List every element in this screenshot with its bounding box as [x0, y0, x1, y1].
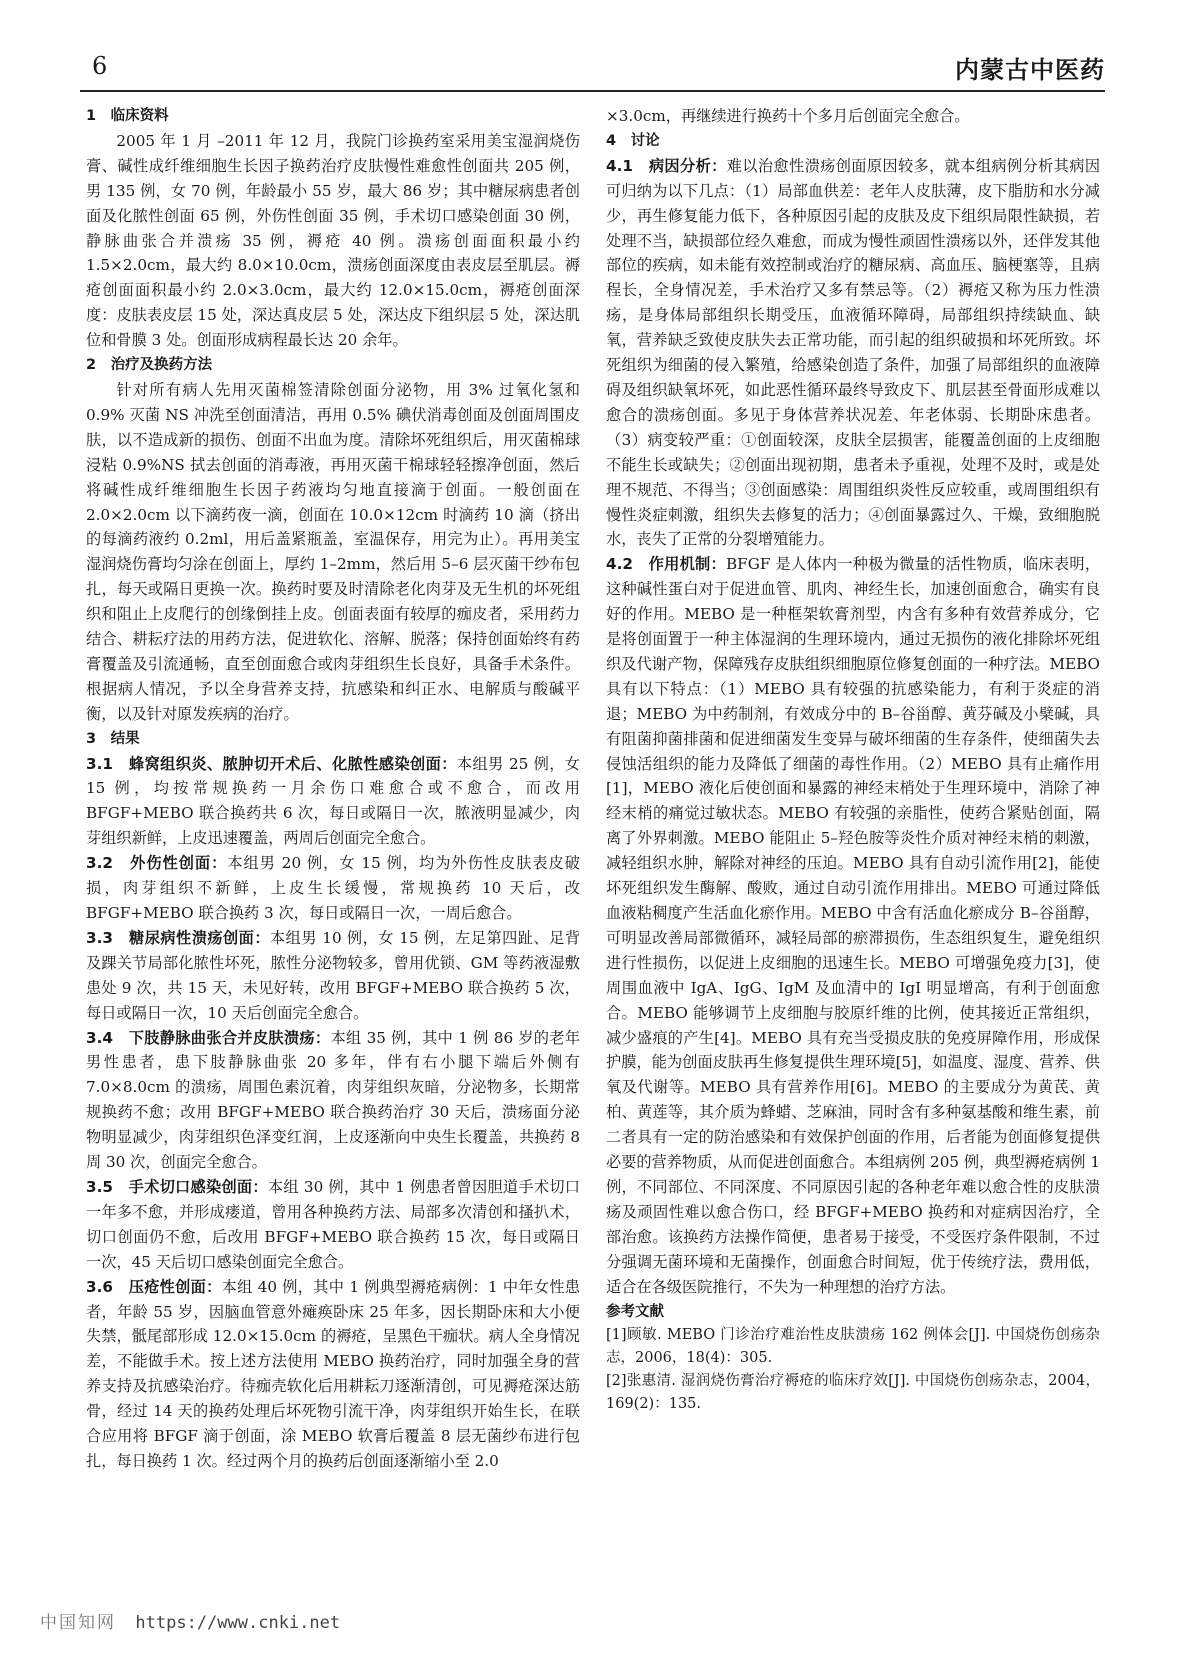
reference-2: [2]张惠清. 湿润烧伤膏治疗褥疮的临床疗效[J]. 中国烧伤创疡杂志，2004，169(2)：135.	[606, 1373, 1100, 1413]
result-3-4-label: 3.4 下肢静脉曲张合并皮肤溃疡：	[86, 1028, 331, 1047]
journal-name: 内蒙古中医药	[955, 55, 1105, 84]
result-3-5-label: 3.5 手术切口感染创面：	[86, 1177, 268, 1196]
discussion-4-1-text: 难以治愈性溃疡创面原因较多，就本组病例分析其病因可归纳为以下几点：（1）局部血供差：老年人皮肤薄，皮下脂肪和水分减少，再生修复能力低下，各种原因引起的皮肤及皮下组织局限性缺损，若处理不当，缺损部位经久难愈，而成为慢性顽固性溃疡以外，还伴发其他部位的疾病，如未能有效控制或治疗的糖尿病、高血压、脑梗塞等，且病程长，全身情况差，手术治疗又多有禁忌等。（2）褥疮又称为压力性溃疡，是身体局部组织长期受压，血液循环障碍，局部组织持续缺血、缺氧，营养缺乏致使皮肤失去正常功能，而引起的组织破损和坏死所致。坏死组织为细菌的侵入繁殖，给感染创造了条件，加强了局部组织的血液障碍及组织缺氧坏死，如此恶性循环最终导致皮下、肌层甚至骨面形成难以愈合的溃疡创面。多见于身体营养状况差、年老体弱、长期卧床患者。（3）病变较严重：①创面较深，皮肤全层损害，能覆盖创面的上皮细胞不能生长或缺失；②创面出现初期，患者未予重视，处理不及时，或是处理不规范、不得当；③创面感染：周围组织炎性反应较重，或周围组织有慢性炎症刺激，组织失去修复的活力；④创面暴露过久、干燥，致细胞脱水，丧失了正常的分裂增殖能力。	[606, 156, 1101, 549]
result-3-2-text: 本组男 20 例，女 15 例，均为外伤性皮肤表皮破损，肉芽组织不新鲜，上皮生长缓慢，常规换药 10 天后，改 BFGF+MEBO 联合换药 3 次，每日或隔日一次，一周后愈合。	[86, 854, 580, 922]
reference-1: [1]顾敏. MEBO 门诊治疗难治性皮肤溃疡 162 例体会[J]. 中国烧伤创疡杂志，2006，18(4)：305.	[606, 1327, 1100, 1367]
result-3-1-label: 3.1 蜂窝组织炎、脓肿切开术后、化脓性感染创面：	[86, 754, 457, 773]
page-number: 6	[92, 52, 108, 80]
result-3-6-label: 3.6 压疮性创面：	[86, 1277, 222, 1296]
result-3-2-label: 3.2 外伤性创面：	[86, 854, 228, 873]
section-1-paragraph: 2005 年 1 月 –2011 年 12 月，我院门诊换药室采用美宝湿润烧伤膏、碱性成纤维细胞生长因子换药治疗皮肤慢性难愈性创面共 205 例，男 135 例，女 70 例，年龄最小 55 岁，最大 86 岁；其中糖尿病患者创面及化脓性创面 65 例，外伤性创面 35 例，手术切口感染创面 30 例，静脉曲张合并溃疡 35 例，褥疮 40 例。溃疡创面面积最小约 1.5×2.0cm，最大约 8.0×10.0cm，溃疡创面深度由表皮层至肌层。褥疮创面面积最小约 2.0×3.0cm，最大约 12.0×15.0cm，褥疮创面深度：皮肤表皮层 15 处，深达真皮层 5 处，深达皮下组织层 5 处，深达肌位和骨膜 3 处。创面形成病程最长达 20 余年。	[86, 131, 580, 350]
discussion-4-1	[606, 154, 1100, 553]
result-3-3-text: 本组男 10 例，女 15 例，左足第四趾、足背及踝关节局部化脓性坏死，脓性分泌物较多，曾用优锁、GM 等药液湿敷患处 9 次，共 15 天，未见好转，改用 BFGF+MEBO 联合换药 5 次，每日或隔日一次，10 天后创面完全愈合。	[86, 928, 581, 1022]
header-rule	[80, 90, 1105, 92]
result-3-5	[86, 1175, 580, 1275]
section-4-title: 4 讨论	[606, 132, 660, 149]
result-3-2	[86, 851, 580, 926]
result-3-5-text: 本组 30 例，其中 1 例患者曾因胆道手术切口一年多不愈，并形成瘘道，曾用各种换药方法、局部多次清创和搔扒术，切口创面仍不愈，后改用 BFGF+MEBO 联合换药 15 次，每日或隔日一次，45 天后切口感染创面完全愈合。	[86, 1177, 580, 1271]
discussion-4-2-text: BFGF 是人体内一种极为微量的活性物质，临床表明，这种碱性蛋白对于促进血管、肌肉、神经生长，加速创面愈合，确实有良好的作用。MEBO 是一种框架软膏剂型，内含有多种有效营养成分，它是将创面置于一种主体湿润的生理环境内，通过无损伤的液化排除坏死组织及代谢产物，保障残存皮肤组织细胞原位修复创面的一种疗法。MEBO 具有以下特点：（1）MEBO 具有较强的抗感染能力，有利于炎症的消退；MEBO 为中药制剂，有效成分中的 B–谷甾醇、黄芬碱及小檗碱，具有阻菌抑菌排菌和促进细菌发生变异与破坏细菌的生存条件，使细菌失去侵蚀活组织的能力及降低了细菌的毒性作用。（2）MEBO 具有止痛作用[1]，MEBO 液化后使创面和暴露的神经末梢处于生理环境中，消除了神经末梢的痛觉过敏状态。MEBO 有较强的亲脂性，使药合紧贴创面，隔离了外界刺激。MEBO 能阻止 5–羟色胺等炎性介质对神经末梢的刺激，减轻组织水肿，解除对神经的压迫。MEBO 具有自动引流作用[2]，能使坏死组织发生酶解、酸败，通过自动引流作用排出。MEBO 可通过降低血液粘稠度产生活血化瘀作用。MEBO 中含有活血化瘀成分 B–谷甾醇，可明显改善局部微循环，减轻局部的瘀滞损伤，生态组织复生，避免组织进行性损伤，以促进上皮细胞的迅速生长。MEBO 可增强免疫力[3]，使周围血液中 IgA、IgG、IgM 及血清中的 IgI 明显增高，有利于创面愈合。MEBO 能够调节上皮细胞与胶原纤维的比例，使其接近正常组织，减少盛痕的产生[4]。MEBO 具有充当受损皮肤的免疫屏障作用，形成保护膜，能为创面皮肤再生修复提供生理环境[5]，如温度、湿度、营养、供氧及代谢等。MEBO 具有营养作用[6]。MEBO 的主要成分为黄芪、黄柏、黄莲等，其介质为蜂蜡、芝麻油，同时含有多种氨基酸和维生素，前二者具有一定的防治感染和有效保护创面的作用，后者能为创面修复提供必要的营养物质，从而促进创面愈合。本组病例 205 例，典型褥疮病例 1 例，不同部位、不同深度、不同原因引起的各种老年难以愈合性的皮肤溃疡及顽固性难以愈合伤口，经 BFGF+MEBO 换药和对症病因治疗，全部治愈。该换药方法操作简便，患者易于接受，不受医疗条件限制，不过分强调无菌环境和无菌操作，创面愈合时间短，优于传统疗法，费用低，适合在各级医院推行，不失为一种理想的治疗方法。	[606, 555, 1101, 1296]
right-column	[606, 104, 1100, 1416]
result-3-1	[86, 752, 580, 852]
result-3-4-text: 本组 35 例，其中 1 例 86 岁的老年男性患者，患下肢静脉曲张 20 多年，伴有右小腿下端后外侧有 7.0×8.0cm 的溃疡，周围色素沉着，肉芽组织灰暗，分泌物多，长期常规换药不愈；改用 BFGF+MEBO 联合换药治疗 30 天后，溃疡面分泌物明显减少，肉芽组织色泽变红润，上皮逐渐向中央生长覆盖，共换药 8 周 30 次，创面完全愈合。	[86, 1028, 581, 1172]
section-2-paragraph: 针对所有病人先用灭菌棉签清除创面分泌物，用 3% 过氧化氢和 0.9% 灭菌 NS 冲洗至创面清洁，再用 0.5% 碘伏消毒创面及创面周围皮肤，以不造成新的损伤、创面不出血为度。清除坏死组织后，用灭菌棉球浸粘 0.9%NS 拭去创面的消毒液，再用灭菌干棉球轻轻擦净创面，然后将碱性成纤维细胞生长因子药液均匀地直接滴于创面。一般创面在 2.0×2.0cm 以下滴药夜一滴，创面在 10.0×12cm 时滴药 10 滴（挤出的每滴药液约 0.2ml，用后盖紧瓶盖，室温保存，用完为止）。再用美宝湿润烧伤膏均匀涂在创面上，厚约 1–2mm，然后用 5–6 层灭菌干纱布包扎，每天或隔日更换一次。换药时要及时清除老化肉芽及无生机的坏死组织和阻止上皮爬行的创缘倒挂上皮。创面表面有较厚的痂皮者，采用药力结合、耕耘疗法的用药方法，促进软化、溶解、脱落；保持创面始终有药膏覆盖及引流通畅，直至创面愈合或肉芽组织生长良好，具备手术条件。根据病人情况，予以全身营养支持，抗感染和纠正水、电解质与酸碱平衡，以及针对原发疾病的治疗。	[86, 380, 580, 723]
continued-text: ×3.0cm，再继续进行换药十个多月后创面完全愈合。	[606, 107, 970, 125]
section-1-title: 1 临床资料	[86, 108, 169, 124]
discussion-4-1-label: 4.1 病因分析：	[606, 156, 727, 175]
result-3-4	[86, 1026, 580, 1175]
result-3-6-text: 本组 40 例，其中 1 例典型褥疮病例：1 中年女性患者，年龄 55 岁，因脑血管意外瘫痪卧床 25 年多，因长期卧床和大小便失禁，骶尾部形成 12.0×15.0cm 的褥疮，呈黑色干痂状。病人全身情况差，不能做手术。按上述方法使用 MEBO 换药治疗，同时加强全身的营养支持及抗感染治疗。待痂壳软化后用耕耘刀逐渐清创，可见褥疮深达筋骨，经过 14 天的换药处理后坏死物引流干净，肉芽组织开始生长，在联合应用将 BFGF 滴于创面，涂 MEBO 软膏后覆盖 8 层无菌纱布进行包扎，每日换药 1 次。经过两个月的换药后创面逐渐缩小至 2.0	[86, 1277, 580, 1470]
section-3-title: 3 结果	[86, 730, 140, 747]
result-3-6	[86, 1275, 580, 1474]
cnki-url: https://www.cnki.net	[135, 1613, 341, 1633]
page-header	[80, 48, 1105, 88]
cnki-logo-text: 中国知网	[40, 1613, 116, 1633]
watermark	[40, 1608, 340, 1633]
result-3-1-text: 本组男 25 例，女 15 例，均按常规换药一月余伤口难愈合或不愈合，而改用 BFGF+MEBO 联合换药共 6 次，每日或隔日一次，脓液明显减少，肉芽组织新鲜，上皮迅速覆盖，两周后创面完全愈合。	[86, 754, 580, 848]
section-2-title: 2 治疗及换药方法	[86, 357, 213, 374]
result-3-3	[86, 926, 580, 1026]
result-3-3-label: 3.3 糖尿病性溃疡创面：	[86, 928, 271, 947]
discussion-4-2-label: 4.2 作用机制：	[606, 555, 726, 574]
left-column	[86, 104, 580, 1474]
references-title: 参考文献	[606, 1303, 664, 1320]
discussion-4-2	[606, 552, 1100, 1299]
